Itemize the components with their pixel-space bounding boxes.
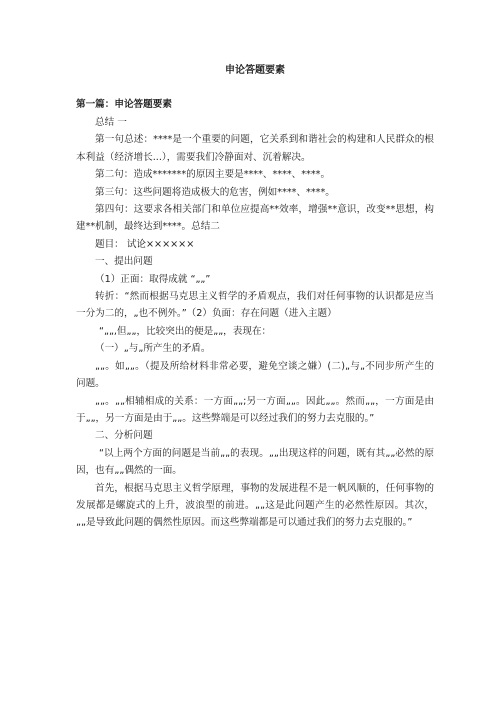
paragraph-transition: 转折：“然而根据马克思主义哲学的矛盾观点，我们对任何事物的认识都是应当一分为二的，„也不例外。”（2）负面：存在问题（进入主题） <box>76 291 434 320</box>
paragraph-fourth-sentence: 第四句：这要求各相关部门和单位应提高**效率，增强**意识，改变**思想，构建**机制，最终达到****。总结二 <box>76 204 434 233</box>
paragraph-second-sentence: 第二句：造成*******的原因主要是****、****、****。 <box>95 169 331 181</box>
paragraph-quote-but: “„„,但„„，比较突出的便是„„，表现在： <box>99 325 272 337</box>
paragraph-complementary: „„。„„相辅相成的关系：一方面„„;另一方面„„。因此„„。然而„„，一方面是由于„„，另一方面是由于„„。这些弊端是可以经过我们的努力去克服的。” <box>76 395 434 424</box>
section-heading: 第一篇：申论答题要素 <box>76 99 172 110</box>
paragraph-topic: 题目： 试论×××××× <box>95 238 195 250</box>
paragraph-raise-problem-heading: 一、提出问题 <box>95 256 153 268</box>
paragraph-analysis-intro: “以上两个方面的问题是当前„„的表现。„„出现这样的问题，既有其„„必然的原因，也有„„偶然的一面。 <box>76 447 434 477</box>
document-title: 申论答题要素 <box>225 65 285 76</box>
paragraph-third-sentence: 第三句：这些问题将造成极大的危害，例如****、****。 <box>95 186 335 198</box>
paragraph-first-sentence: 第一句总述：****是一个重要的问题，它关系到和谐社会的构建和人民群众的根本利益（经济增长...），需要我们冷静面对、沉着解决。 <box>76 134 434 163</box>
paragraph-analyze-problem-heading: 二、分析问题 <box>95 430 153 442</box>
paragraph-example-two: „„。如„„。（提及所给材料非常必要，避免空谈之嫌）(二)„与„不同步所产生的问题。 <box>76 360 434 390</box>
paragraph-positive-side: （1）正面：取得成就 “„„” <box>95 273 211 285</box>
paragraph-analysis-reasons: 首先，根据马克思主义哲学原理，事物的发展进程不是一帆风顺的，任何事物的发展都是螺旋式的上升，波浪型的前进。„„这是此问题产生的必然性原因。其次，„„是导致此问题的偶然性原因。而这些弊端都是可以通过我们的努力去克服的。” <box>76 482 434 529</box>
paragraph-contradiction-one: （一）„与„所产生的矛盾。 <box>95 343 211 355</box>
paragraph-summary-one: 总结 一 <box>95 117 127 128</box>
